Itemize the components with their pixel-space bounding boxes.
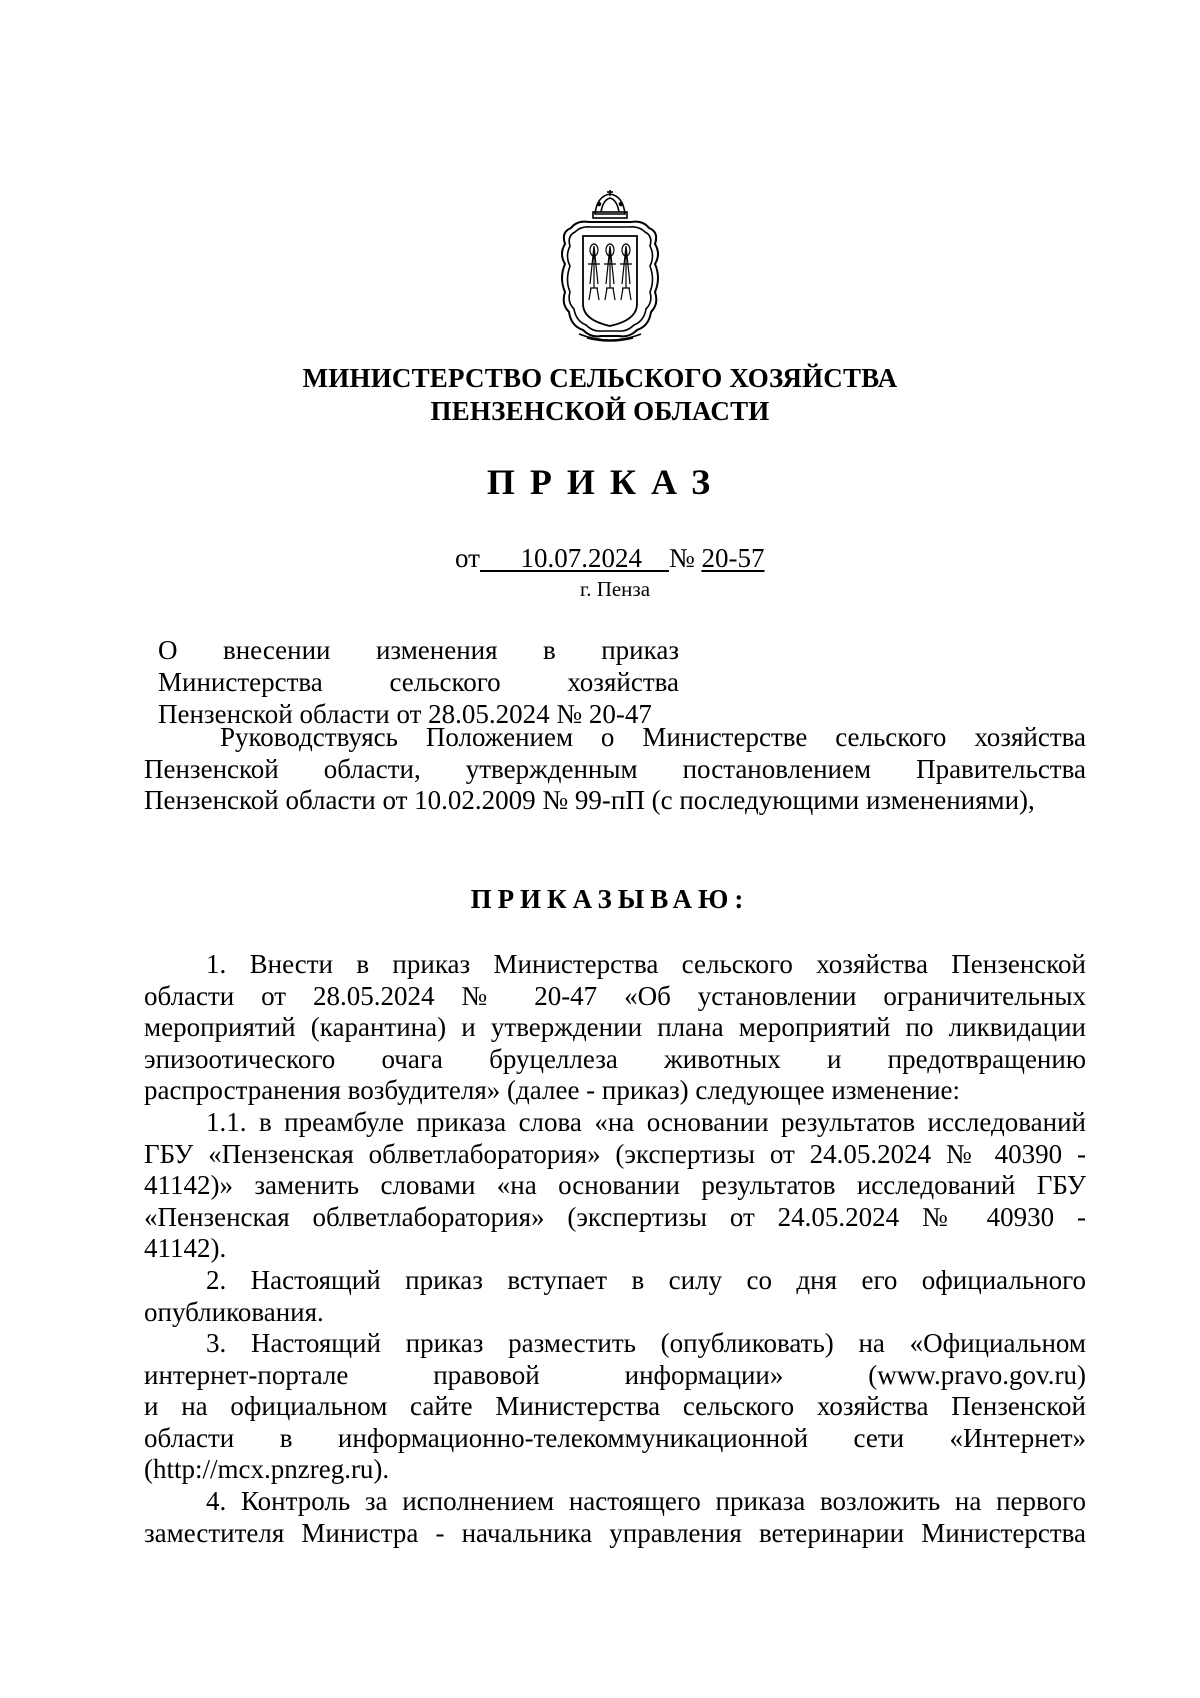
clause-line: мероприятий (карантина) и утверждении плана мероприятий по ликвидации bbox=[144, 1012, 1086, 1043]
document-date: 10.07.2024 bbox=[520, 543, 642, 573]
subject-line: Пензенской области от 28.05.2024 № 20-47 bbox=[158, 699, 652, 729]
clause-line: ГБУ «Пензенская облветлаборатория» (экспертизы от 24.05.2024 № 40390 - bbox=[144, 1138, 1086, 1169]
orders-heading: ПРИКАЗЫВАЮ: bbox=[470, 884, 750, 914]
document-number: 20-57 bbox=[701, 543, 765, 573]
number-prefix: № bbox=[668, 543, 695, 573]
date-underline-lead bbox=[480, 543, 521, 573]
penza-region-coat-of-arms-icon bbox=[557, 188, 663, 346]
ministry-name-line1: МИНИСТЕРСТВО СЕЛЬСКОГО ХОЗЯЙСТВА bbox=[302, 363, 898, 393]
date-prefix: от bbox=[455, 543, 480, 573]
clause-line: (http://mcx.pnzreg.ru). bbox=[144, 1454, 390, 1485]
preamble-paragraph bbox=[144, 722, 1086, 817]
preamble-line: Пензенской области от 10.02.2009 № 99-пП (с последующими изменениями), bbox=[144, 785, 1035, 816]
clause-4 bbox=[144, 1486, 1086, 1549]
document-subject bbox=[158, 634, 679, 730]
clause-3 bbox=[144, 1328, 1086, 1486]
clause-line: «Пензенская облветлаборатория» (экспертизы от 24.05.2024 № 40930 - bbox=[144, 1201, 1086, 1232]
clause-line: 4. Контроль за исполнением настоящего приказа возложить на первого bbox=[206, 1486, 1086, 1516]
ministry-name-line2: ПЕНЗЕНСКОЙ ОБЛАСТИ bbox=[430, 396, 770, 426]
clause-line: области от 28.05.2024 № 20-47 «Об установлении ограничительных bbox=[144, 980, 1086, 1011]
clause-line: 1. Внести в приказ Министерства сельского хозяйства Пензенской bbox=[206, 949, 1086, 979]
clause-line: области в информационно-телекоммуникационной сети «Интернет» bbox=[144, 1422, 1086, 1453]
clause-line: 1.1. в преамбуле приказа слова «на основании результатов исследований bbox=[206, 1107, 1086, 1137]
clause-line: 2. Настоящий приказ вступает в силу со дня его официального bbox=[206, 1265, 1086, 1295]
clause-line: распространения возбудителя» (далее - приказ) следующее изменение: bbox=[144, 1075, 961, 1106]
clause-1 bbox=[144, 949, 1086, 1107]
clause-2 bbox=[144, 1265, 1086, 1328]
preamble-line: Руководствуясь Положением о Министерстве сельского хозяйства bbox=[220, 722, 1086, 752]
document-type-title: ПРИКАЗ bbox=[486, 462, 726, 502]
clause-line: и на официальном сайте Министерства сельского хозяйства Пензенской bbox=[144, 1391, 1086, 1422]
clause-line: заместителя Министра - начальника управления ветеринарии Министерства bbox=[144, 1517, 1086, 1548]
clause-1-1 bbox=[144, 1107, 1086, 1265]
date-number-line bbox=[455, 543, 764, 573]
subject-line: Министерства сельского хозяйства bbox=[158, 667, 679, 697]
date-underline-trail bbox=[642, 543, 669, 573]
ministry-name bbox=[0, 362, 1200, 428]
clause-line: 41142). bbox=[144, 1233, 227, 1264]
clause-line: интернет-портале правовой информации» (www.pravo.gov.ru) bbox=[144, 1359, 1086, 1390]
preamble-line: Пензенской области, утвержденным постановлением Правительства bbox=[144, 753, 1086, 784]
clause-line: 41142)» заменить словами «на основании результатов исследований ГБУ bbox=[144, 1170, 1086, 1201]
issue-city: г. Пенза bbox=[579, 577, 651, 601]
clause-line: опубликования. bbox=[144, 1296, 324, 1327]
clause-line: эпизоотического очага бруцеллеза животных и предотвращению bbox=[144, 1043, 1086, 1074]
subject-line: О внесении изменения в приказ bbox=[158, 635, 679, 665]
clause-line: 3. Настоящий приказ разместить (опубликовать) на «Официальном bbox=[206, 1328, 1086, 1358]
